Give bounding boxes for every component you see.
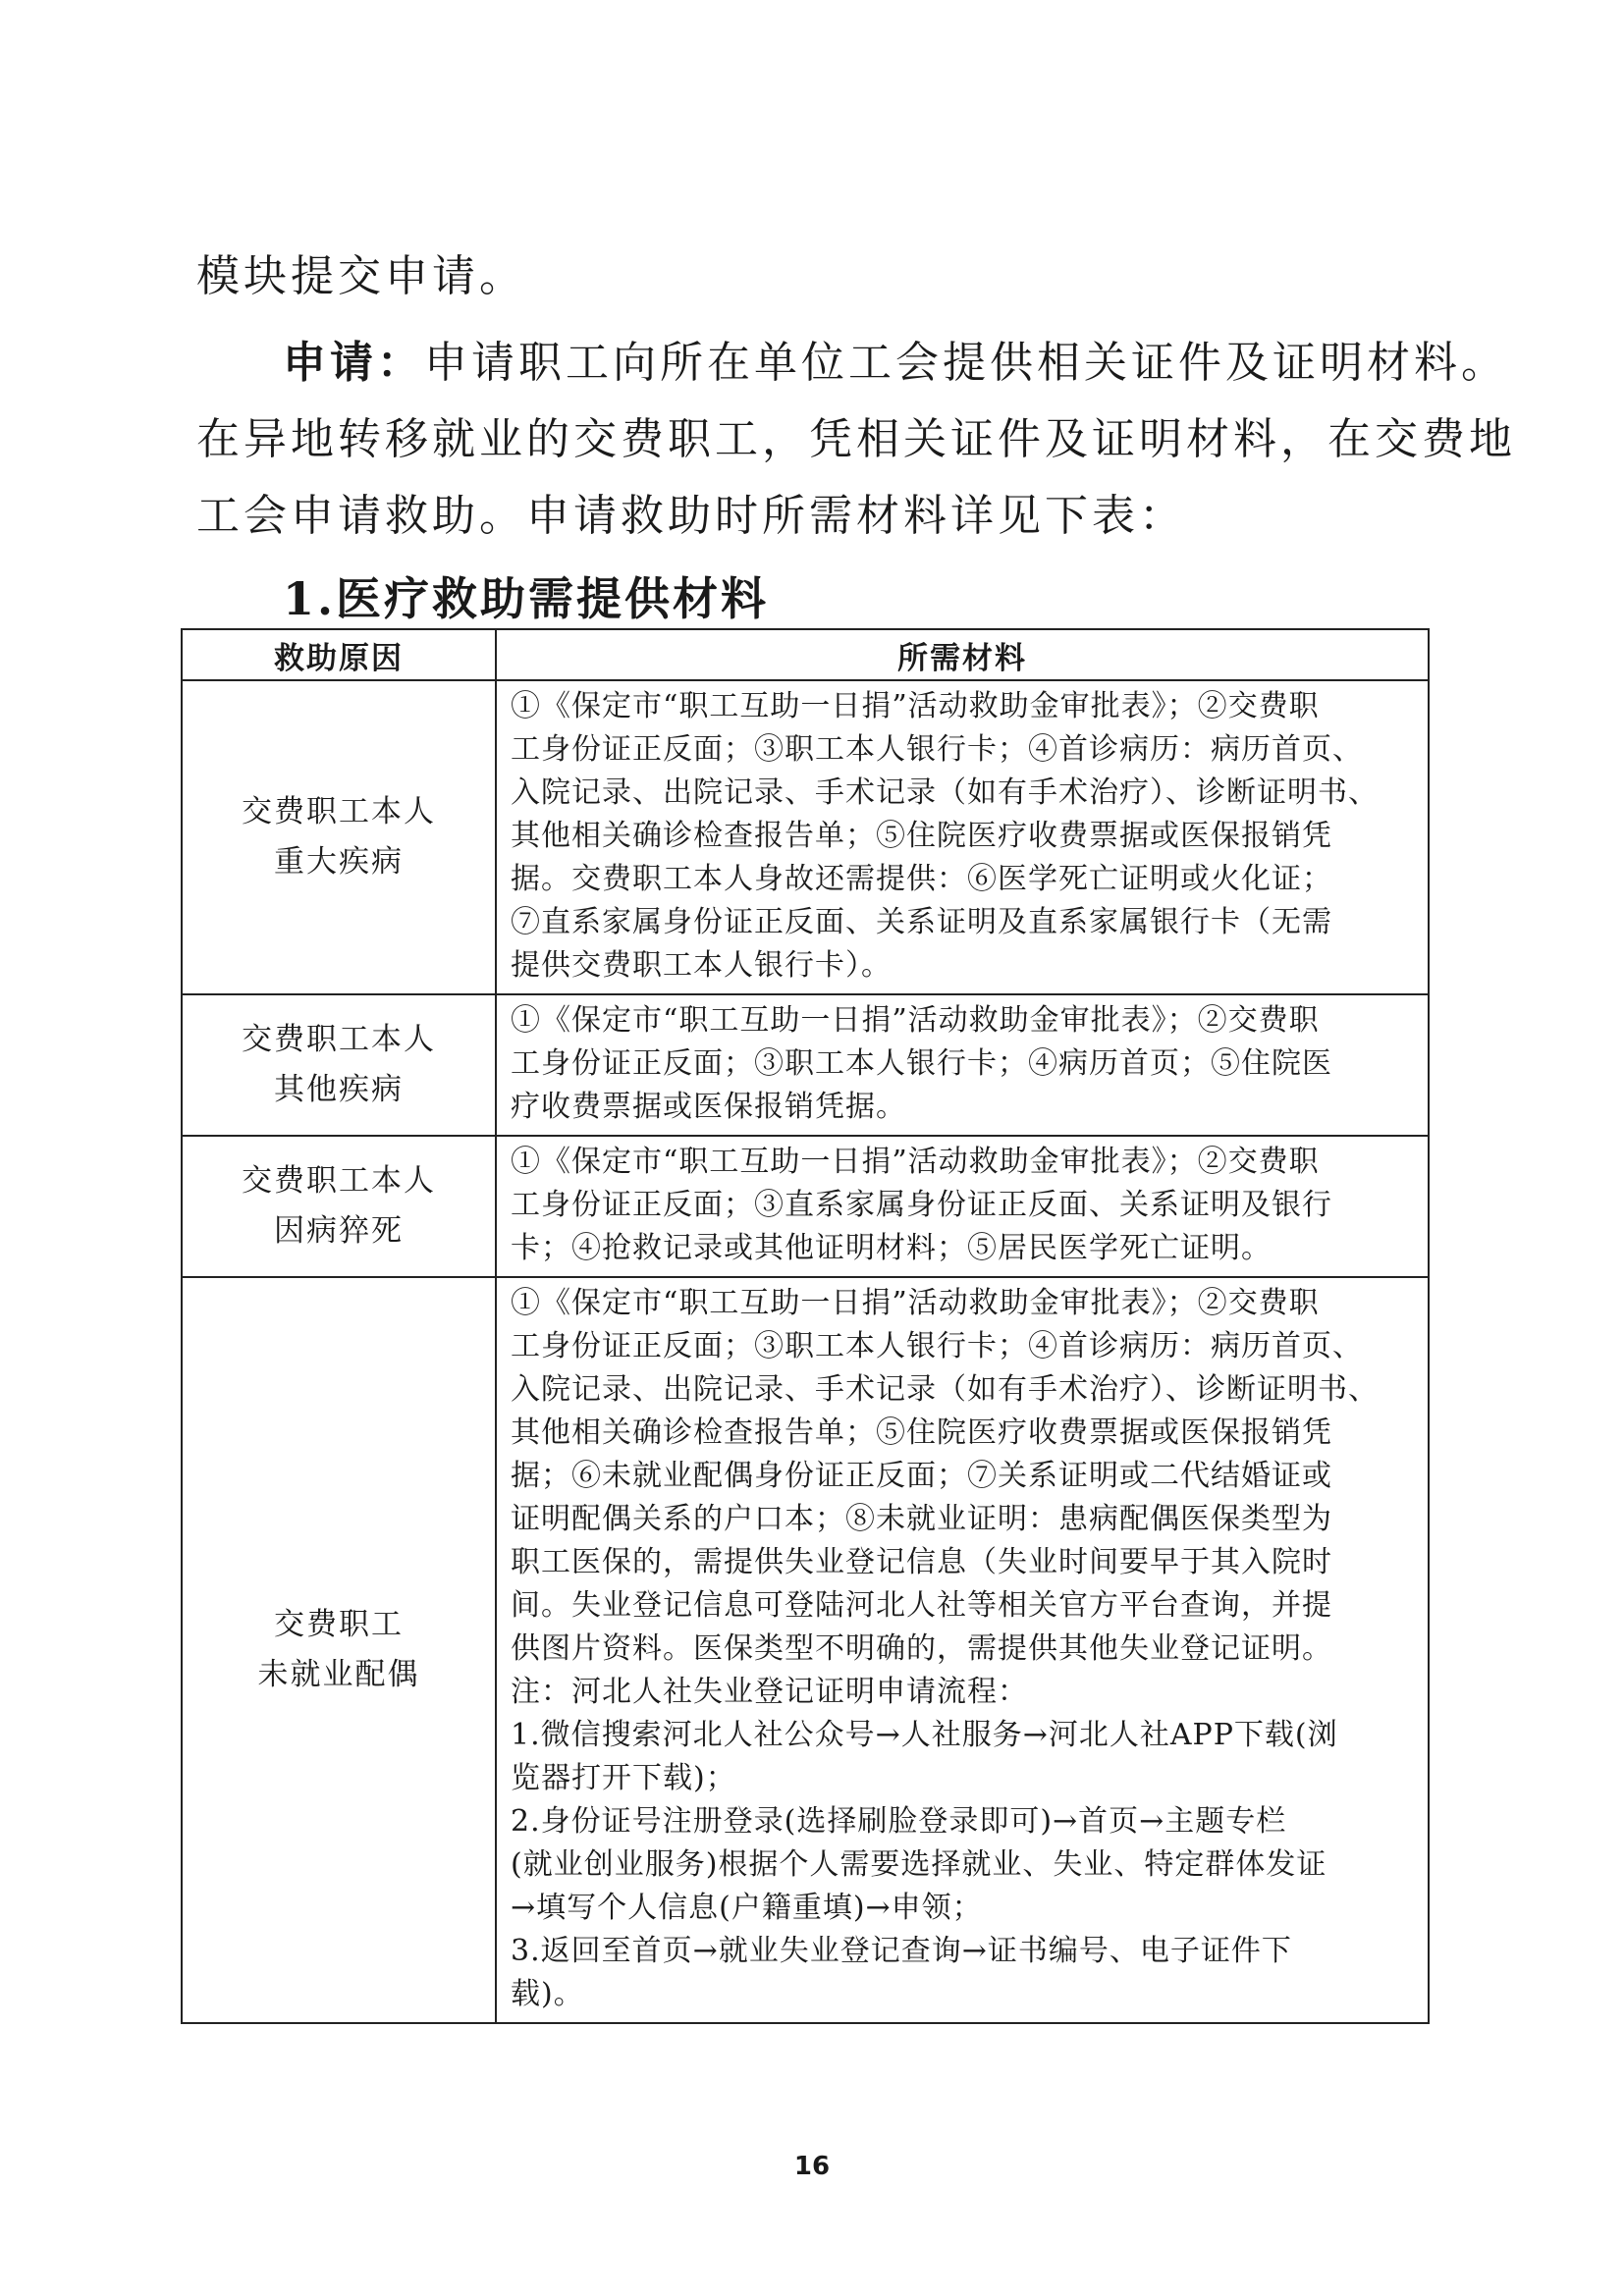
material-line: 工身份证正反面；③直系家属身份证正反面、关系证明及银行 [511, 1188, 1332, 1222]
reason-line: 交费职工本人 [242, 1163, 436, 1199]
intro-line-1: 模块提交申请。 [196, 251, 526, 301]
material-line: 据；⑥未就业配偶身份证正反面；⑦关系证明或二代结婚证或 [511, 1459, 1332, 1493]
header-materials: 所需材料 [496, 629, 1429, 680]
reason-cell [182, 994, 496, 1136]
material-line: 证明配偶关系的户口本；⑧未就业证明：患病配偶医保类型为 [511, 1502, 1332, 1536]
material-line: 其他相关确诊检查报告单；⑤住院医疗收费票据或医保报销凭 [511, 1415, 1332, 1450]
intro-line-2 [283, 334, 1508, 393]
apply-label: 申请： [283, 338, 424, 388]
reason-cell [182, 1136, 496, 1277]
material-line: 览器打开下载)； [511, 1761, 736, 1795]
material-line: 2.身份证号注册登录(选择刷脸登录即可)→首页→主题专栏 [511, 1804, 1287, 1839]
material-line: 载)。 [511, 1977, 584, 2011]
section-heading: 1.医疗救助需提供材料 [283, 572, 770, 625]
materials-cell [496, 680, 1429, 994]
materials-cell [496, 994, 1429, 1136]
material-line: 入院记录、出院记录、手术记录（如有手术治疗）、诊断证明书、 [511, 1372, 1379, 1407]
intro-line-4: 工会申请救助。申请救助时所需材料详见下表： [196, 491, 1186, 541]
material-line: ①《保定市“职工互助一日捐”活动救助金审批表》；②交费职 [511, 689, 1320, 723]
reason-cell [182, 1277, 496, 2023]
material-line: →填写个人信息(户籍重填)→申领； [511, 1891, 983, 1925]
reason-line: 重大疾病 [274, 844, 404, 880]
material-line: 供图片资料。医保类型不明确的，需提供其他失业登记证明。 [511, 1631, 1332, 1666]
material-line: ①《保定市“职工互助一日捐”活动救助金审批表》；②交费职 [511, 1286, 1320, 1320]
material-line: 职工医保的，需提供失业登记信息（失业时间要早于其入院时 [511, 1545, 1332, 1579]
material-line: 工身份证正反面；③职工本人银行卡；④首诊病历：病历首页、 [511, 1329, 1363, 1363]
reason-line: 交费职工 [274, 1607, 404, 1642]
material-line: 据。交费职工本人身故还需提供：⑥医学死亡证明或火化证； [511, 862, 1332, 896]
page-number: 16 [793, 2152, 831, 2181]
table-row [182, 680, 1429, 994]
table-row [182, 1277, 1429, 2023]
intro-line-3: 在异地转移就业的交费职工，凭相关证件及证明材料，在交费地 [196, 414, 1516, 464]
materials-table [181, 628, 1430, 2024]
material-line: ①《保定市“职工互助一日捐”活动救助金审批表》；②交费职 [511, 1003, 1320, 1038]
reason-line: 其他疾病 [274, 1072, 404, 1107]
material-line: 间。失业登记信息可登陆河北人社等相关官方平台查询，并提 [511, 1588, 1332, 1623]
material-line: 疗收费票据或医保报销凭据。 [511, 1090, 906, 1124]
material-line: 卡；④抢救记录或其他证明材料；⑤居民医学死亡证明。 [511, 1231, 1272, 1265]
material-line: 工身份证正反面；③职工本人银行卡；④病历首页；⑤住院医 [511, 1046, 1332, 1081]
apply-text: 申请职工向所在单位工会提供相关证件及证明材料。 [424, 338, 1508, 388]
material-line: 注：河北人社失业登记证明申请流程： [511, 1675, 1028, 1709]
header-reason: 救助原因 [182, 629, 496, 680]
reason-line: 未就业配偶 [257, 1657, 420, 1692]
reason-line: 因病猝死 [274, 1213, 404, 1249]
material-line: 工身份证正反面；③职工本人银行卡；④首诊病历：病历首页、 [511, 732, 1363, 767]
reason-line: 交费职工本人 [242, 1022, 436, 1057]
materials-cell [496, 1136, 1429, 1277]
table-row [182, 1136, 1429, 1277]
table-header-row [182, 629, 1429, 680]
material-line: ⑦直系家属身份证正反面、关系证明及直系家属银行卡（无需 [511, 905, 1332, 939]
reason-line: 交费职工本人 [242, 794, 436, 829]
material-line: (就业创业服务)根据个人需要选择就业、失业、特定群体发证 [511, 1847, 1327, 1882]
material-line: 3.返回至首页→就业失业登记查询→证书编号、电子证件下 [511, 1934, 1292, 1968]
material-line: 入院记录、出院记录、手术记录（如有手术治疗）、诊断证明书、 [511, 775, 1379, 810]
reason-cell [182, 680, 496, 994]
material-line: ①《保定市“职工互助一日捐”活动救助金审批表》；②交费职 [511, 1145, 1320, 1179]
materials-cell [496, 1277, 1429, 2023]
material-line: 1.微信搜索河北人社公众号→人社服务→河北人社APP下载(浏 [511, 1718, 1338, 1752]
table-row [182, 994, 1429, 1136]
material-line: 提供交费职工本人银行卡）。 [511, 948, 892, 983]
material-line: 其他相关确诊检查报告单；⑤住院医疗收费票据或医保报销凭 [511, 819, 1332, 853]
